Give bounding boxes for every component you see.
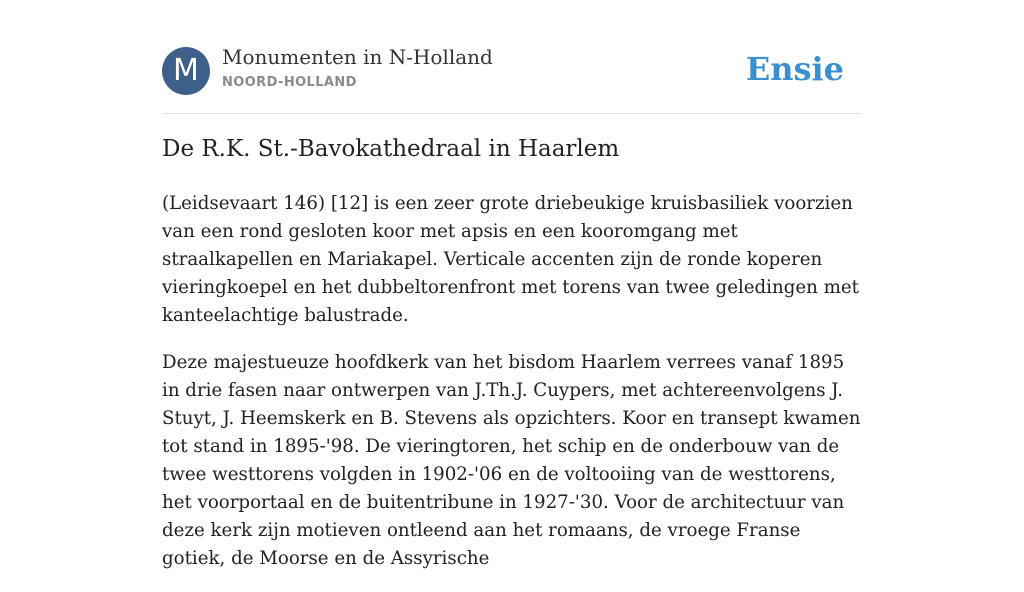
- ensie-logo[interactable]: Ensie: [745, 50, 844, 88]
- article-paragraph-1: (Leidsevaart 146) [12] is een zeer grote driebeukige kruisbasiliek voorzien van een rond gesloten koor met apsis en een kooromgang met straalkapellen en Mariakapel. Verticale accenten zijn de ronde koperen vieringkoepel en het dubbeltorenfront met torens van twee geledingen met kanteelachtige balustrade.: [162, 193, 859, 326]
- article-paragraph-2: Deze majestueuze hoofdkerk van het bisdom Haarlem verrees vanaf 1895 in drie fasen naar ontwerpen van J.Th.J. Cuypers, met achtereenvolgens J. Stuyt, J. Heemskerk en B. Stevens als opzichters. Koor en transept kwamen tot stand in 1895-'98. De vieringtoren, het schip en de onderbouw van de twee westtorens volgden in 1902-'06 en de voltooiing van de westtorens, het voorportaal en de buitentribune in 1927-'30. Voor de architectuur van deze kerk zijn motieven ontleend aan het romaans, de vroege Franse gotiek, de Moorse en de Assyrische: [162, 352, 861, 569]
- source-avatar[interactable]: M: [162, 47, 210, 95]
- source-title[interactable]: Monumenten in N-Holland: [222, 45, 493, 69]
- source-subtitle: NOORD-HOLLAND: [222, 75, 357, 90]
- article-content: [162, 190, 862, 592]
- header-divider: [162, 113, 862, 114]
- article-title: De R.K. St.-Bavokathedraal in Haarlem: [162, 136, 620, 162]
